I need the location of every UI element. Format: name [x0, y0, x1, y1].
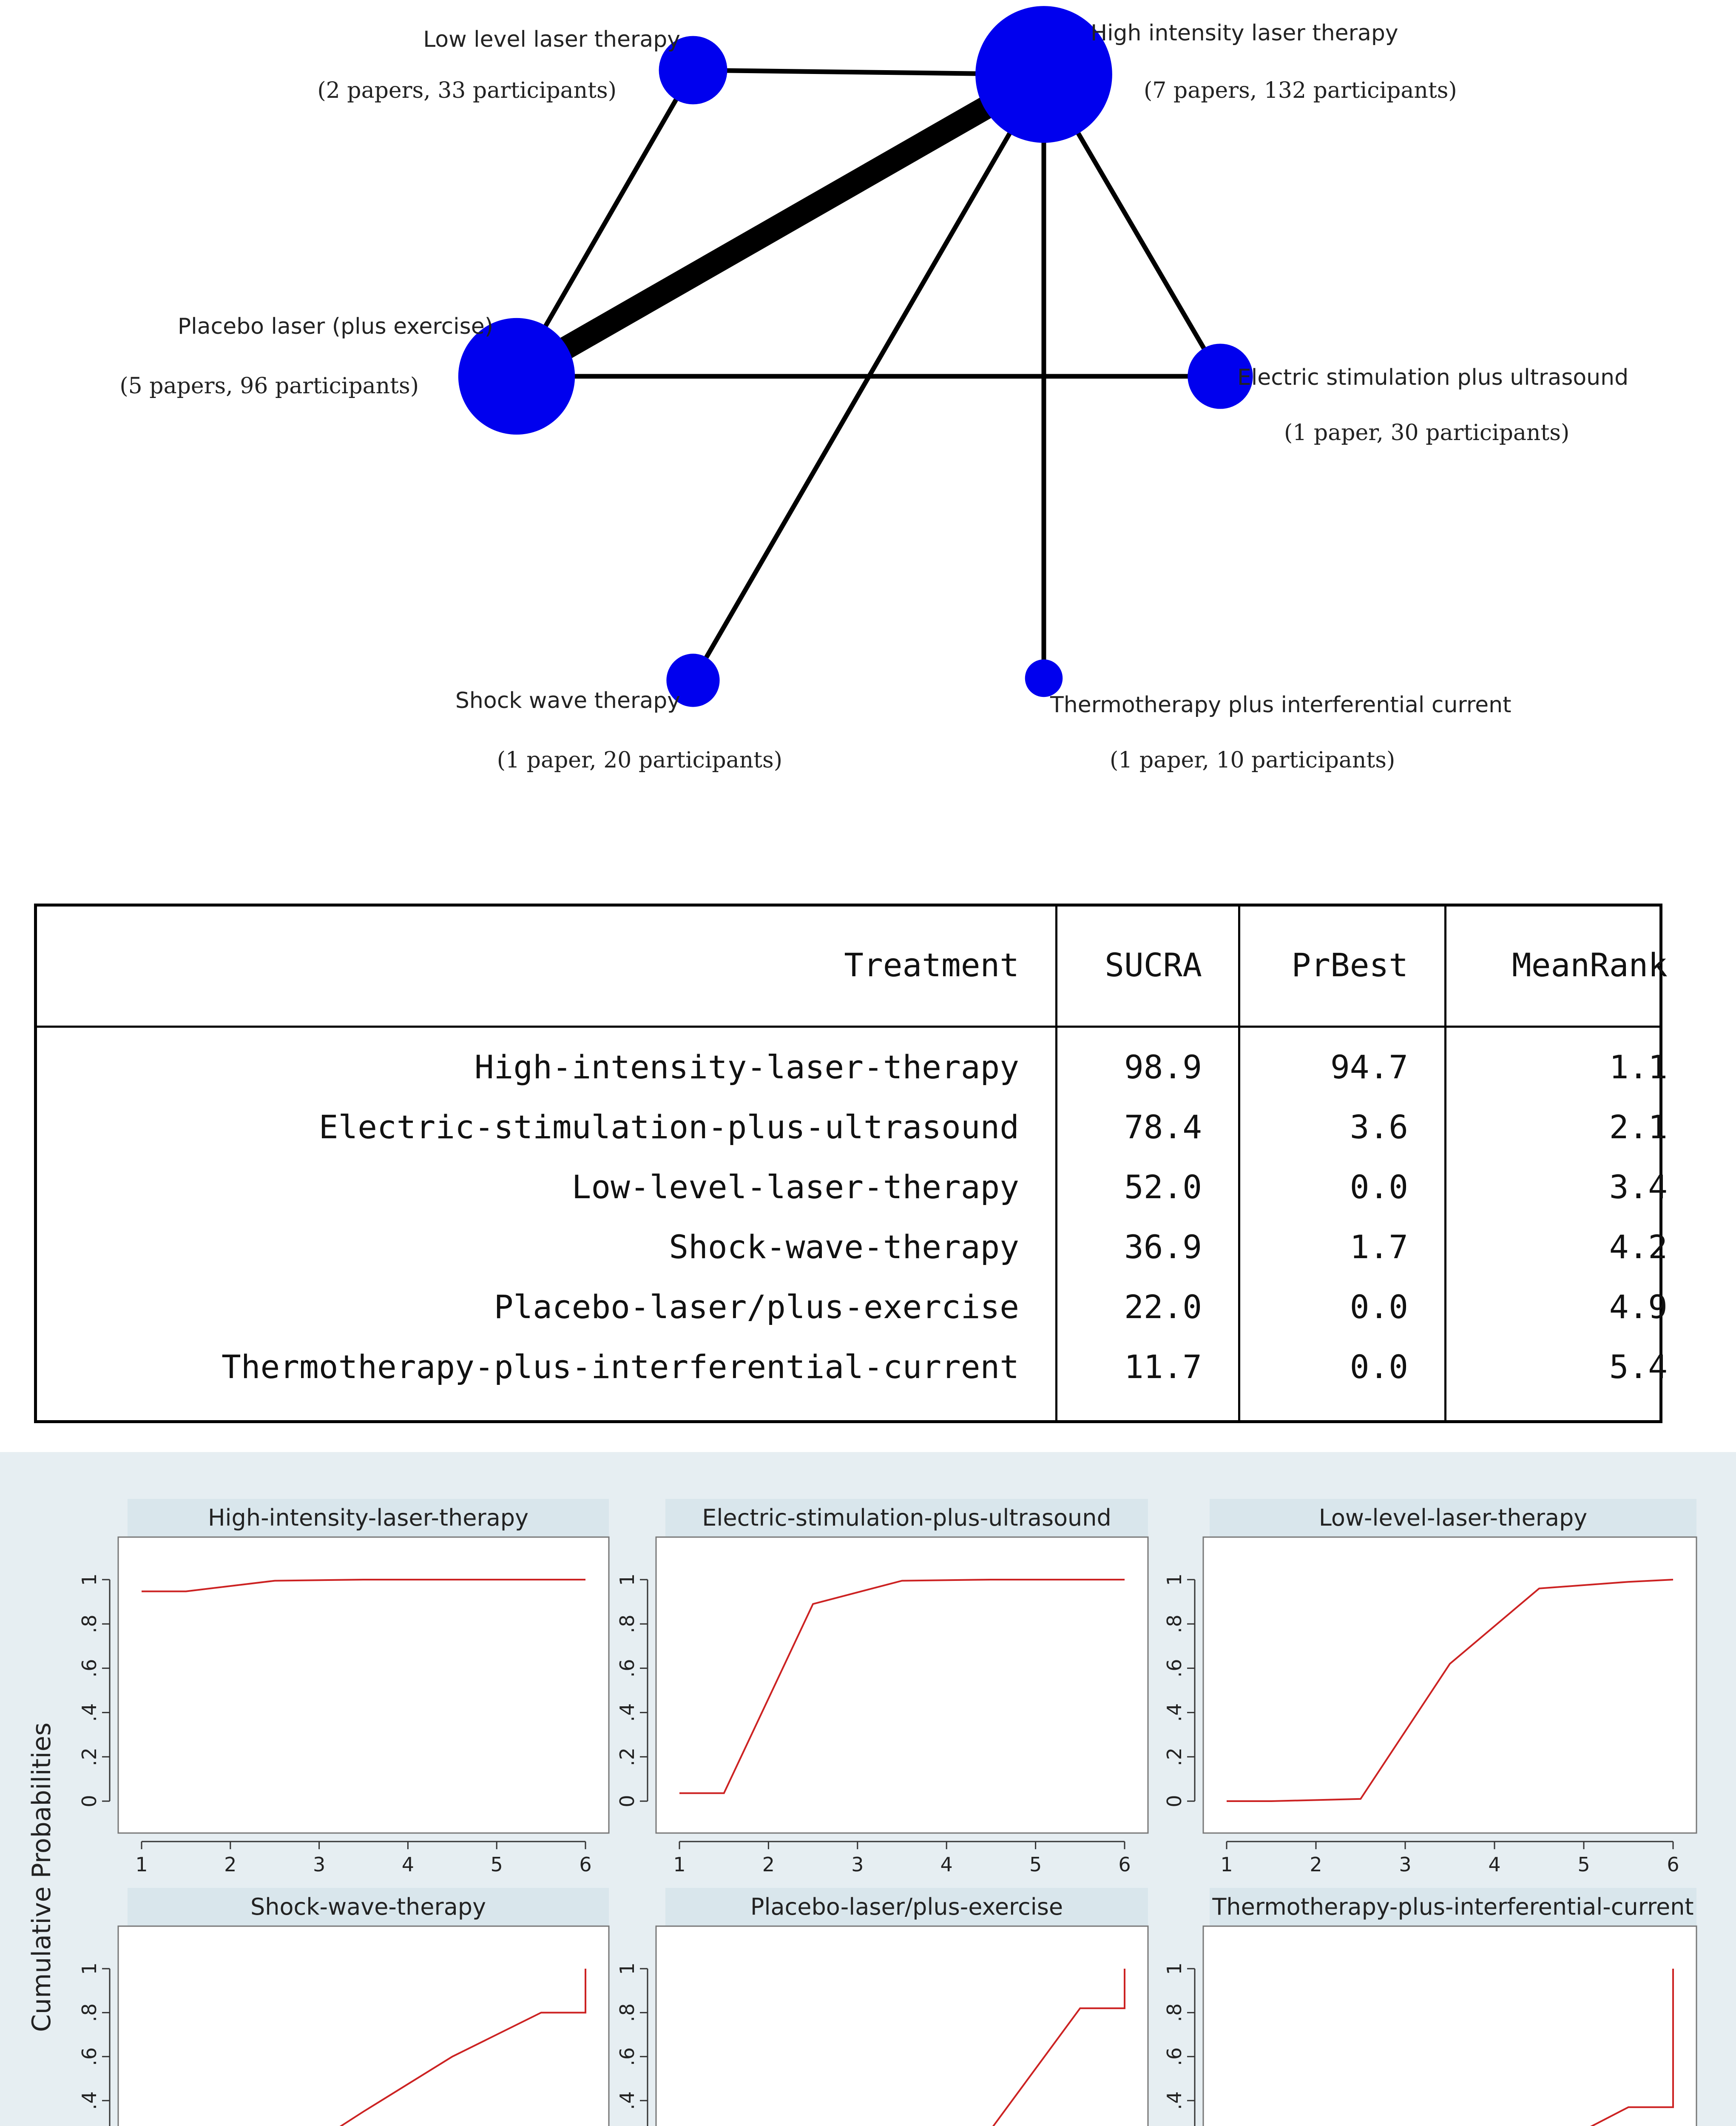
y-tick-label: .2: [1163, 1747, 1186, 1766]
x-tick-label: 1: [1220, 1853, 1233, 1876]
x-tick-label: 4: [1488, 1853, 1501, 1876]
treatment-cell: Thermotherapy-plus-interferential-current: [222, 1348, 1019, 1386]
y-tick-label: .4: [1163, 1703, 1186, 1722]
header-meanrank: MeanRank: [1512, 946, 1668, 984]
plot-area: [118, 1537, 609, 1833]
y-tick-label: .4: [1163, 2091, 1186, 2110]
y-tick-label: 0: [78, 1795, 101, 1808]
network-node-detail: (2 papers, 33 participants): [317, 78, 617, 103]
treatment-cell: High-intensity-laser-therapy: [474, 1048, 1019, 1086]
x-tick-label: 3: [1399, 1853, 1412, 1876]
x-tick-label: 6: [579, 1853, 592, 1876]
x-tick-label: 4: [401, 1853, 415, 1876]
network-node-detail: (5 papers, 96 participants): [119, 373, 419, 399]
sucra-cell: 11.7: [1124, 1348, 1202, 1386]
plot-area: [656, 1926, 1148, 2126]
network-node-label: Shock wave therapy: [455, 688, 680, 713]
x-tick-label: 1: [673, 1853, 686, 1876]
y-tick-label: 1: [616, 1962, 639, 1975]
prbest-cell: 0.0: [1350, 1288, 1408, 1326]
y-tick-label: 0: [1163, 1795, 1186, 1808]
network-edge-placebo-hilt: [517, 74, 1044, 376]
panel-title: Placebo-laser/plus-exercise: [750, 1893, 1063, 1920]
header-sucra: SUCRA: [1105, 946, 1202, 984]
panel-title: Thermotherapy-plus-interferential-current: [1212, 1893, 1694, 1920]
header-prbest: PrBest: [1291, 946, 1408, 984]
plot-area: [118, 1926, 609, 2126]
sucra-cell: 36.9: [1124, 1228, 1202, 1266]
panel-title: High-intensity-laser-therapy: [207, 1504, 529, 1531]
y-tick-label: .8: [616, 1614, 639, 1634]
y-tick-label: 1: [1163, 1573, 1186, 1586]
y-tick-label: .4: [616, 2091, 639, 2110]
meanrank-cell: 5.4: [1609, 1348, 1668, 1386]
network-node-thermo: [1025, 659, 1063, 697]
prbest-cell: 0.0: [1350, 1348, 1408, 1386]
y-tick-label: .6: [78, 1659, 101, 1678]
y-tick-label: .6: [616, 2047, 639, 2066]
network-node-label: Thermotherapy plus interferential current: [1050, 692, 1512, 718]
y-tick-label: .6: [1163, 1659, 1186, 1678]
prbest-cell: 3.6: [1350, 1108, 1408, 1146]
network-node-label: High intensity laser therapy: [1091, 20, 1398, 46]
y-tick-label: .4: [78, 1703, 101, 1722]
y-tick-label: .2: [616, 1747, 639, 1766]
network-node-detail: (1 paper, 10 participants): [1110, 748, 1395, 773]
x-tick-label: 5: [1577, 1853, 1590, 1876]
y-tick-label: .8: [1163, 1614, 1186, 1634]
rankogram-chart: [0, 1452, 1736, 2126]
rankogram-6: [1163, 1888, 1696, 2126]
y-tick-label: .6: [78, 2047, 101, 2066]
y-tick-label: 1: [1163, 1962, 1186, 1975]
network-plot: [0, 0, 1736, 850]
network-node-label: Electric stimulation plus ultrasound: [1237, 365, 1629, 390]
meanrank-cell: 4.9: [1609, 1288, 1668, 1326]
meanrank-cell: 1.1: [1609, 1048, 1668, 1086]
sucra-cell: 52.0: [1124, 1168, 1202, 1206]
meanrank-cell: 3.4: [1609, 1168, 1668, 1206]
x-tick-label: 1: [135, 1853, 148, 1876]
x-tick-label: 3: [851, 1853, 864, 1876]
rankogram-5: [616, 1888, 1148, 2126]
x-tick-label: 4: [940, 1853, 953, 1876]
panel-title: Electric-stimulation-plus-ultrasound: [702, 1504, 1111, 1531]
sucra-cell: 98.9: [1124, 1048, 1202, 1086]
rankogram-2: [616, 1499, 1148, 1876]
network-node-detail: (7 papers, 132 participants): [1144, 78, 1457, 103]
sucra-cell: 78.4: [1124, 1108, 1202, 1146]
ranking-table: [34, 904, 1668, 1423]
y-tick-label: .8: [78, 1614, 101, 1634]
treatment-cell: Low-level-laser-therapy: [571, 1168, 1019, 1206]
y-tick-label: .4: [78, 2091, 101, 2110]
x-tick-label: 5: [490, 1853, 503, 1876]
rankogram-4: [78, 1888, 609, 2126]
meanrank-cell: 4.2: [1609, 1228, 1668, 1266]
y-tick-label: .2: [78, 1747, 101, 1766]
network-node-detail: (1 paper, 20 participants): [497, 748, 782, 773]
y-tick-label: 1: [78, 1573, 101, 1586]
network-node-label: Low level laser therapy: [423, 27, 680, 52]
prbest-cell: 0.0: [1350, 1168, 1408, 1206]
prbest-cell: 1.7: [1350, 1228, 1408, 1266]
y-tick-label: .8: [616, 2003, 639, 2022]
panel-title: Shock-wave-therapy: [250, 1893, 486, 1920]
plot-area: [1203, 1926, 1696, 2126]
y-tick-label: .8: [1163, 2003, 1186, 2022]
x-tick-label: 2: [1310, 1853, 1322, 1876]
x-tick-label: 6: [1667, 1853, 1679, 1876]
rankogram-1: [78, 1499, 609, 1876]
y-tick-label: .4: [616, 1703, 639, 1722]
x-tick-label: 3: [313, 1853, 326, 1876]
network-node-label: Placebo laser (plus exercise): [177, 314, 493, 339]
treatment-cell: Shock-wave-therapy: [669, 1228, 1019, 1266]
network-node-detail: (1 paper, 30 participants): [1284, 420, 1570, 446]
header-treatment: Treatment: [844, 946, 1019, 984]
rankogram-panel: [0, 1452, 1736, 2126]
panel-title: Low-level-laser-therapy: [1318, 1504, 1588, 1531]
y-tick-label: .6: [616, 1659, 639, 1678]
x-tick-label: 2: [224, 1853, 237, 1876]
treatment-cell: Electric-stimulation-plus-ultrasound: [318, 1108, 1019, 1146]
y-tick-label: 0: [616, 1795, 639, 1808]
meanrank-cell: 2.1: [1609, 1108, 1668, 1146]
y-tick-label: .8: [78, 2003, 101, 2022]
sucra-cell: 22.0: [1124, 1288, 1202, 1326]
x-tick-label: 6: [1118, 1853, 1131, 1876]
x-tick-label: 2: [762, 1853, 775, 1876]
x-tick-label: 5: [1029, 1853, 1042, 1876]
treatment-cell: Placebo-laser/plus-exercise: [494, 1288, 1019, 1326]
y-tick-label: 1: [78, 1962, 101, 1975]
y-tick-label: .6: [1163, 2047, 1186, 2066]
y-axis-label: Cumulative Probabilities: [27, 1722, 57, 2032]
rankogram-3: [1163, 1499, 1696, 1876]
prbest-cell: 94.7: [1330, 1048, 1408, 1086]
y-tick-label: 1: [616, 1573, 639, 1586]
